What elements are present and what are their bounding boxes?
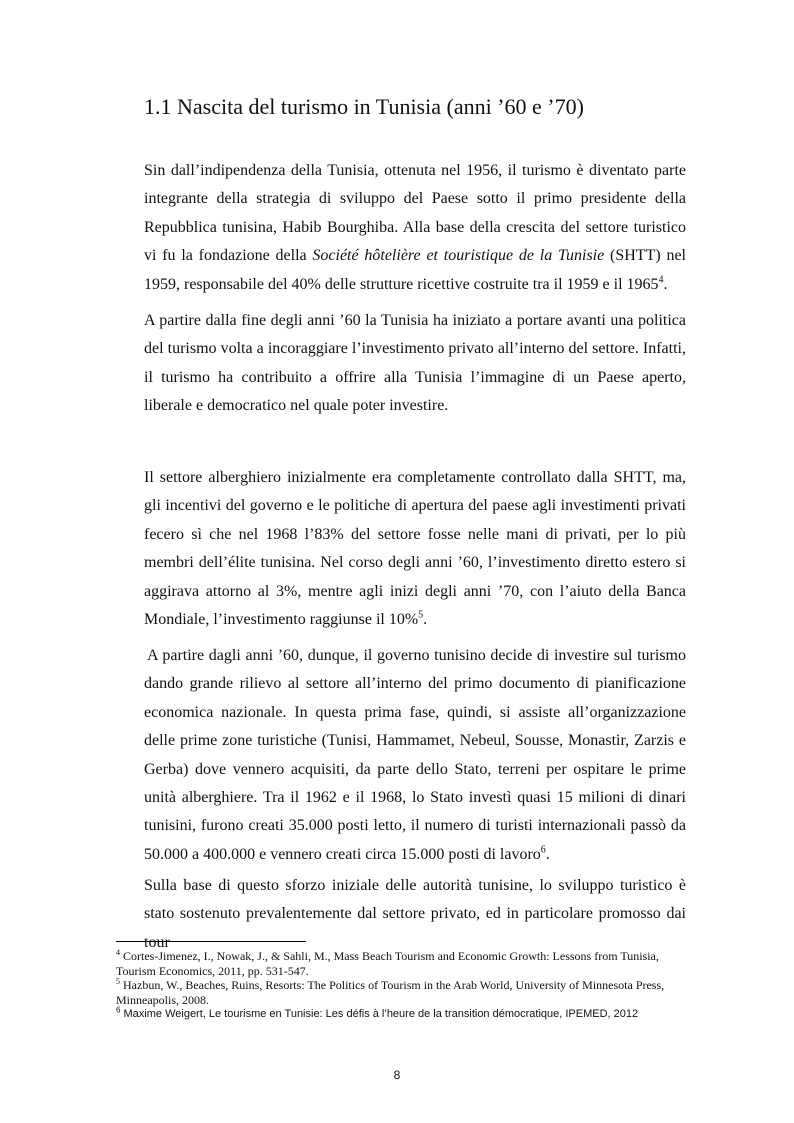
footnote-ref-4[interactable]: 4 <box>658 274 664 286</box>
footnote-5 <box>116 978 696 1007</box>
paragraph-3 <box>144 464 686 634</box>
footnote-ref-6[interactable]: 6 <box>540 844 546 856</box>
paragraph-3-text: Il settore alberghiero inizialmente era completamente controllato dalla SHTT, ma, gli incentivi del governo e le politiche di apertura del paese agli investimenti privati fecero sì che nel 1968 l’83% del settore fosse nelle mani di privati, per lo più membri dell’élite tunisina. Nel corso degli anni ’60, l’investimento diretto estero si aggirava attorno al 3%, mentre agli inizi degli anni ’70, con l’aiuto della Banca Mondiale, l’investimento raggiunse il 10% <box>144 469 686 629</box>
footnote-separator <box>116 941 306 942</box>
paragraph-1-italic-title: Société hôtelière et touristique de la Tunisie <box>312 247 605 265</box>
footnote-text: Hazbun, W., Beaches, Ruins, Resorts: The Politics of Tourism in the Arab World, University of Minnesota Press, Minneapolis, 2008. <box>116 978 665 1007</box>
paragraph-4-end: . <box>545 845 550 863</box>
footnote-number: 6 <box>116 1005 121 1015</box>
footnote-6 <box>116 1007 696 1022</box>
paragraph-1 <box>144 157 686 299</box>
footnote-number: 4 <box>116 948 120 957</box>
paragraph-1-text: Sin dall’indipendenza della Tunisia, ottenuta nel 1956, il turismo è diventato parte integrante della strategia di sviluppo del Paese sotto il primo presidente della Repubblica tunisina, Habib Bourghiba. Alla base della crescita del settore turistico vi fu la fondazione della <box>144 162 686 265</box>
section-heading: 1.1 Nascita del turismo in Tunisia (anni ’60 e ’70) <box>144 94 584 119</box>
paragraph-2 <box>144 307 686 421</box>
footnotes <box>116 949 696 1022</box>
paragraph-1-text-cont: (SHTT) nel 1959, responsabile del 40% delle strutture ricettive costruite tra il 1959 e il 1965 <box>144 247 686 293</box>
footnote-ref-5[interactable]: 5 <box>418 609 424 621</box>
paragraph-5 <box>144 872 686 957</box>
footnote-4 <box>116 949 696 978</box>
footnote-number: 5 <box>116 977 120 986</box>
paragraph-3-end: . <box>423 611 428 629</box>
paragraph-4-text: A partire dagli anni ’60, dunque, il governo tunisino decide di investire sul turismo dando grande rilievo al settore all’interno del primo documento di pianificazione economica nazionale. In questa prima fase, quindi, si assiste all’organizzazione delle prime zone turistiche (Tunisi, Hammamet, Nebeul, Sousse, Monastir, Zarzis e Gerba) dove vennero acquisiti, da parte dello Stato, terreni per ospitare le prime unità alberghiere. Tra il 1962 e il 1968, lo Stato investì quasi 15 milioni di dinari tunisini, furono creati 35.000 posti letto, il numero di turisti internazionali passò da 50.000 a 400.000 e vennero creati circa 15.000 posti di lavoro <box>144 647 686 863</box>
footnote-text: Cortes-Jimenez, I., Nowak, J., & Sahli, M., Mass Beach Tourism and Economic Growth: Lessons from Tunisia, Tourism Economics, 2011, pp. 531-547. <box>116 949 659 978</box>
paragraph-5-text: Sulla base di questo sforzo iniziale delle autorità tunisine, lo sviluppo turistico è stato sostenuto prevalentemente dal settore privato, ed in particolare promosso dai tour <box>144 877 686 951</box>
paragraph-2-text: A partire dalla fine degli anni ’60 la Tunisia ha iniziato a portare avanti una politica del turismo volta a incoraggiare l’investimento privato all’interno del settore. Infatti, il turismo ha contribuito a offrire alla Tunisia l’immagine di un Paese aperto, liberale e democratico nel quale poter investire. <box>144 312 686 415</box>
footnote-text: Maxime Weigert, Le tourisme en Tunisie: Les défis à l’heure de la transition démocratique, IPEMED, 2012 <box>123 1008 639 1020</box>
paragraph-4 <box>144 642 686 869</box>
page-number: 8 <box>393 1068 401 1082</box>
paragraph-1-end: . <box>663 275 668 293</box>
